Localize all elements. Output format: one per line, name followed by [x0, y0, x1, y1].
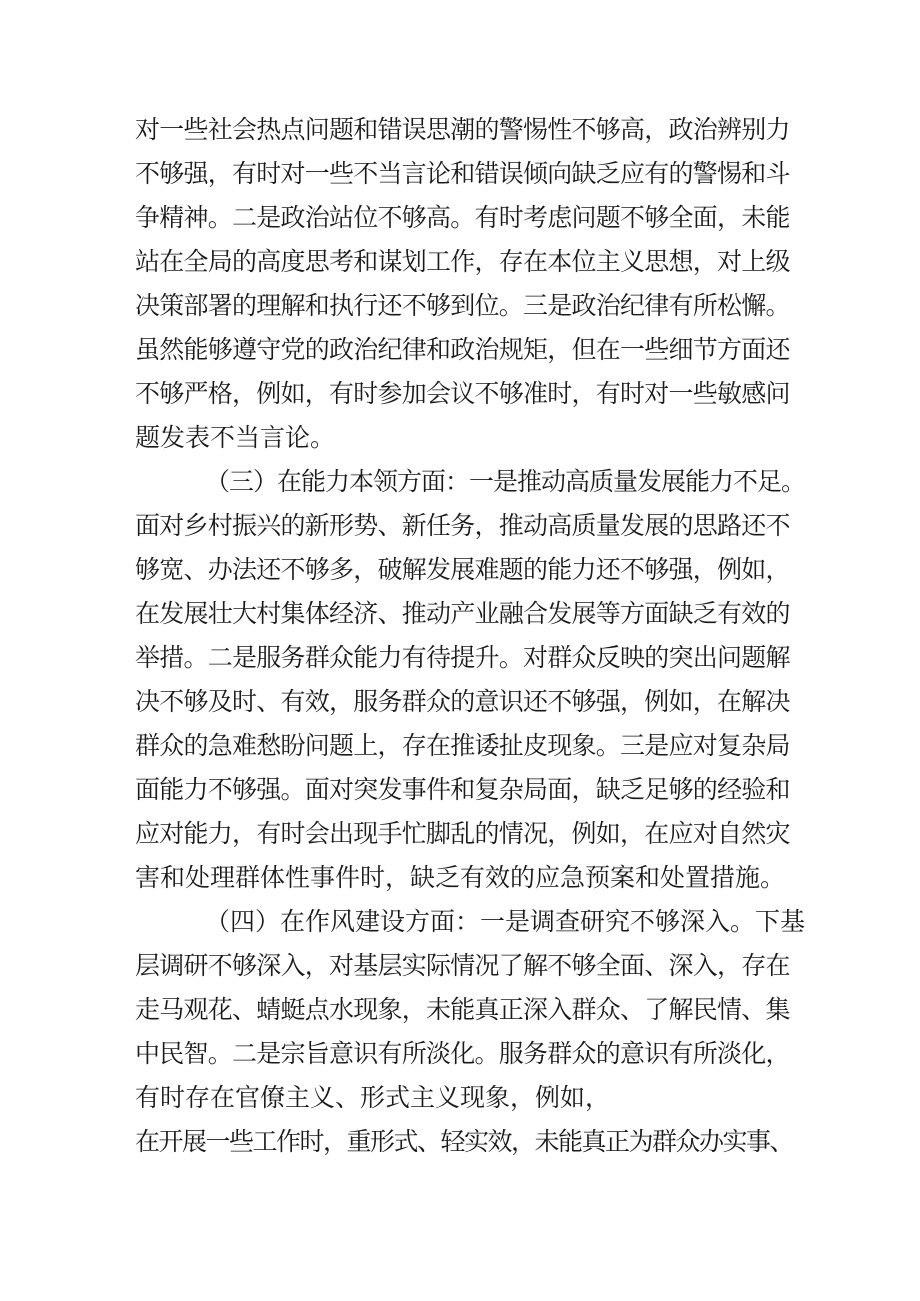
section-heading-line: （四）在作风建设方面：一是调查研究不够深入。下基 [205, 907, 806, 936]
text-line: 走马观花、蜻蜓点水现象，未能真正深入群众、了解民情、集 [135, 995, 790, 1024]
text-line: 面能力不够强。面对突发事件和复杂局面，缺乏足够的经验和 [135, 775, 790, 804]
text-line: 决策部署的理解和执行还不够到位。三是政治纪律有所松懈。 [135, 291, 790, 320]
text-line: 够宽、办法还不够多，破解发展难题的能力还不够强，例如， [135, 555, 790, 584]
text-line: 题发表不当言论。 [135, 423, 336, 452]
text-line: 对一些社会热点问题和错误思潮的警惕性不够高，政治辨别力 [135, 115, 790, 144]
text-line: 中民智。二是宗旨意识有所淡化。服务群众的意识有所淡化， [135, 1039, 790, 1068]
text-line: 应对能力，有时会出现手忙脚乱的情况，例如，在应对自然灾 [135, 819, 790, 848]
text-line: 群众的急难愁盼问题上，存在推诿扯皮现象。三是应对复杂局 [135, 731, 790, 760]
section-heading-line: （三）在能力本领方面：一是推动高质量发展能力不足。 [205, 467, 806, 496]
text-line: 害和处理群体性事件时，缺乏有效的应急预案和处置措施。 [135, 863, 786, 892]
text-line: 不够强，有时对一些不当言论和错误倾向缺乏应有的警惕和斗 [135, 159, 790, 188]
text-line: 举措。二是服务群众能力有待提升。对群众反映的突出问题解 [135, 643, 790, 672]
text-line: 面对乡村振兴的新形势、新任务，推动高质量发展的思路还不 [135, 511, 790, 540]
text-line: 在开展一些工作时，重形式、轻实效，未能真正为群众办实事、 [135, 1127, 794, 1156]
text-line: 站在全局的高度思考和谋划工作，存在本位主义思想，对上级 [135, 247, 790, 276]
text-line: 层调研不够深入，对基层实际情况了解不够全面、深入，存在 [135, 951, 790, 980]
text-line: 争精神。二是政治站位不够高。有时考虑问题不够全面，未能 [135, 203, 790, 232]
text-line: 虽然能够遵守党的政治纪律和政治规矩，但在一些细节方面还 [135, 335, 790, 364]
text-line: 不够严格，例如，有时参加会议不够准时，有时对一些敏感问 [135, 379, 790, 408]
text-line: 决不够及时、有效，服务群众的意识还不够强，例如，在解决 [135, 687, 790, 716]
text-line: 有时存在官僚主义、形式主义现象，例如， [135, 1083, 611, 1112]
text-line: 在发展壮大村集体经济、推动产业融合发展等方面缺乏有效的 [135, 599, 790, 628]
